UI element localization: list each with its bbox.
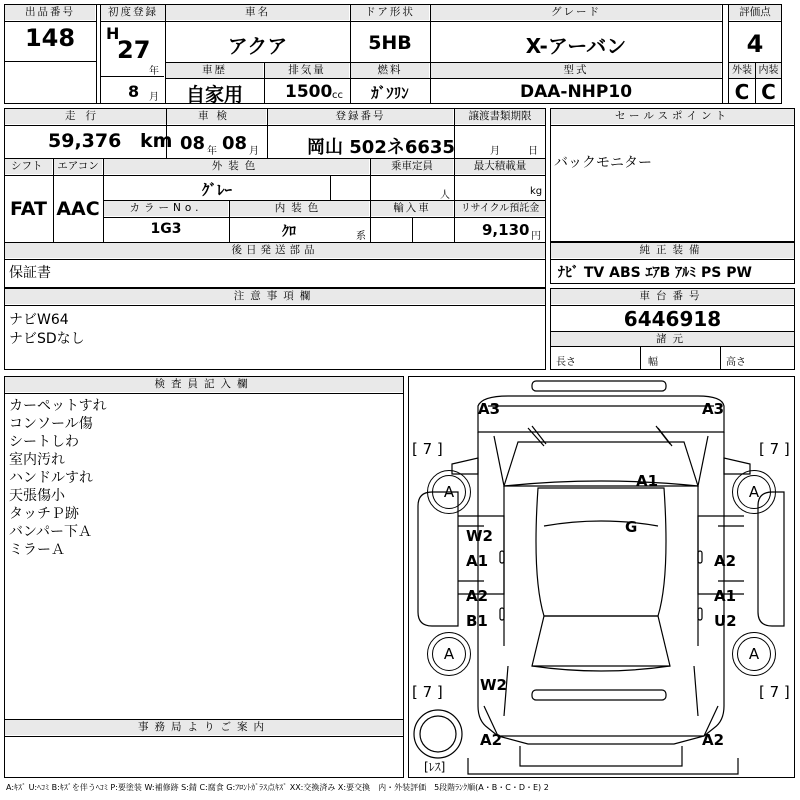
inspection-month: 08: [222, 133, 248, 154]
damage-a1-right: A1: [714, 587, 737, 605]
transfer-deadline-label: 譲渡書類期限: [455, 109, 545, 124]
inspector-line: 室内汚れ: [9, 452, 65, 468]
tire-rear-right-label: A: [737, 637, 771, 671]
notes-label: 注意事項欄: [5, 289, 545, 304]
genuine-equipment-label: 純正装備: [551, 243, 794, 258]
spare-tire-inner: [420, 716, 456, 752]
inspector-line: ミラーＡ: [9, 542, 65, 558]
damage-a2-left: A2: [466, 587, 489, 605]
damage-a2-right: A2: [714, 552, 737, 570]
tire-front-right-label: A: [737, 475, 771, 509]
displacement-unit: cc: [332, 90, 343, 101]
notes-line: ナビSDなし: [9, 331, 85, 347]
plate-value: 岡山 502ネ6635: [307, 137, 455, 158]
color-number-label: カラーNo.: [104, 201, 228, 216]
damage-a2-bottom-left: A2: [480, 731, 503, 749]
transfer-month-unit: 月: [490, 146, 500, 157]
interior-score-value: C: [761, 80, 776, 104]
capacity-unit: 人: [440, 190, 450, 201]
exterior-score-value: C: [734, 80, 750, 104]
tire-depth-rear-left: [ 7 ]: [412, 683, 443, 701]
width-label: 幅: [648, 357, 658, 368]
capacity-label: 乗車定員: [371, 159, 453, 174]
office-notice-label: 事務局よりご案内: [5, 720, 403, 735]
sales-point-value: バックモニター: [554, 155, 652, 171]
inspector-line: コンソール傷: [9, 416, 93, 432]
month-value: 8: [128, 82, 140, 101]
displacement-value: 1500: [285, 82, 333, 102]
interior-color-unit: 系: [356, 231, 366, 242]
inspection-year-unit: 年: [207, 146, 217, 157]
spec-label: 諸元: [551, 332, 794, 347]
plate-label: 登録番号: [268, 109, 453, 124]
mileage-label: 走行: [5, 109, 166, 124]
ac-value: AAC: [56, 198, 100, 220]
inspector-line: タッチＰ跡: [9, 506, 79, 522]
damage-a2-bottom-right: A2: [702, 731, 725, 749]
front-bumper: [478, 396, 724, 432]
tire-front-right: [732, 470, 776, 514]
damage-a1-roof: A1: [636, 472, 659, 490]
exterior-color-label: 外装色: [104, 159, 369, 174]
score-label: 評価点: [729, 5, 781, 20]
exterior-color-value: ｸﾞﾚｰ: [201, 181, 232, 199]
damage-a3-right: A3: [702, 400, 725, 418]
notes-line: ナビW64: [9, 312, 69, 328]
tire-front-left: [427, 470, 471, 514]
tire-rear-left: [427, 632, 471, 676]
legend-text: A:ｷｽﾞ U:ﾍｺﾐ B:ｷｽﾞを伴うﾍｺﾐ P:要塗装 W:補修跡 S:錆 C:腐食 G:ﾌﾛﾝﾄｶﾞﾗｽ点ｷｽﾞ XX:交換済み X:要交換 内・外装評価 5段階ﾗﾝｸ順(A・B・C・D・E) 2: [6, 783, 549, 792]
inspection-month-unit: 月: [249, 146, 259, 157]
inspector-line: カーペットすれ: [9, 398, 107, 414]
lot-number-label: 出品番号: [5, 5, 95, 20]
length-label: 長さ: [556, 357, 576, 368]
month-unit: 月: [149, 92, 159, 103]
shift-label: シフト: [5, 159, 52, 174]
genuine-equipment-value: ﾅﾋﾞ TV ABS ｴｱB ｱﾙﾐ PS PW: [558, 265, 752, 281]
inspector-line: バンパー下Ａ: [9, 524, 93, 540]
roof: [536, 488, 666, 616]
fuel-value: ｶﾞｿﾘﾝ: [371, 84, 409, 102]
recycle-deposit-value: 9,130: [482, 221, 530, 239]
color-number-value: 1G3: [150, 221, 182, 237]
damage-w2-bottom: W2: [480, 676, 507, 694]
history-label: 車歴: [166, 63, 263, 78]
damage-g-center: G: [625, 518, 638, 536]
max-load-label: 最大積載量: [455, 159, 545, 174]
transfer-day-unit: 日: [528, 146, 538, 157]
recycle-deposit-unit: 円: [531, 231, 541, 242]
rear-bumper: [484, 706, 718, 744]
spare-tire-label: [ﾚｽ]: [424, 760, 446, 774]
spare-tire-outer: [414, 710, 462, 758]
lot-number-value: 148: [24, 24, 76, 52]
damage-a1-left: A1: [466, 552, 489, 570]
tire-depth-front-right: [ 7 ]: [759, 440, 790, 458]
grade-value: X-アーバン: [525, 34, 627, 58]
tire-depth-rear-right: [ 7 ]: [759, 683, 790, 701]
grade-label: グレード: [431, 5, 721, 20]
tire-depth-front-left: [ 7 ]: [412, 440, 443, 458]
later-parts-value: 保証書: [9, 265, 51, 281]
displacement-label: 排気量: [265, 63, 349, 78]
import-car-label: 輸入車: [371, 201, 453, 216]
later-parts-label: 後日発送部品: [5, 243, 545, 258]
rear-window: [532, 616, 670, 666]
car-name-label: 車名: [166, 5, 349, 20]
inspector-line: ハンドルすれ: [9, 470, 93, 486]
ac-label: エアコン: [54, 159, 102, 174]
sales-point-section: [550, 108, 795, 242]
interior-color-label: 内装色: [230, 201, 369, 216]
history-value: 自家用: [185, 84, 243, 106]
score-value: 4: [746, 30, 764, 58]
inspector-label: 検査員記入欄: [5, 377, 403, 392]
damage-b1-left: B1: [466, 612, 488, 630]
sales-point-label: セールスポイント: [551, 109, 794, 124]
tire-rear-left-label: A: [432, 637, 466, 671]
damage-u2-right: U2: [714, 612, 737, 630]
shift-value: FAT: [10, 198, 47, 220]
fuel-label: 燃料: [351, 63, 429, 78]
damage-a3-left: A3: [478, 400, 501, 418]
year-unit: 年: [149, 66, 159, 77]
windshield: [504, 442, 698, 486]
chassis-number-label: 車台番号: [551, 289, 794, 304]
first-registration-label: 初度登録: [101, 5, 165, 20]
interior-color-value: ｸﾛ: [282, 224, 296, 240]
max-load-unit: kg: [530, 186, 543, 197]
car-name-value: アクア: [227, 34, 288, 58]
inspector-line: 天張傷小: [9, 488, 65, 504]
inspection-year: 08: [180, 133, 206, 154]
tire-rear-right: [732, 632, 776, 676]
front-bumper-bar: [532, 381, 666, 391]
damage-w2-left: W2: [466, 527, 493, 545]
door-type-value: 5HB: [368, 32, 412, 54]
inspector-line: シートしわ: [9, 434, 79, 450]
model-code-value: DAA-NHP10: [519, 82, 633, 102]
chassis-number-value: 6446918: [623, 307, 722, 331]
mileage-value: 59,376: [48, 130, 122, 152]
door-type-label: ドア形状: [351, 5, 429, 20]
interior-score-label: 内装: [756, 63, 781, 78]
rear-bumper-bar: [532, 690, 666, 700]
car-outline: [408, 376, 795, 778]
recycle-deposit-label: リサイクル預託金: [455, 201, 545, 216]
year-value: 27: [117, 36, 151, 64]
inspection-label: 車検: [167, 109, 266, 124]
model-code-label: 型式: [431, 63, 721, 78]
mileage-unit: km: [140, 130, 173, 152]
height-label: 高さ: [726, 357, 746, 368]
exterior-score-label: 外装: [729, 63, 755, 78]
tire-front-left-label: A: [432, 475, 466, 509]
era-value: H: [106, 24, 120, 43]
